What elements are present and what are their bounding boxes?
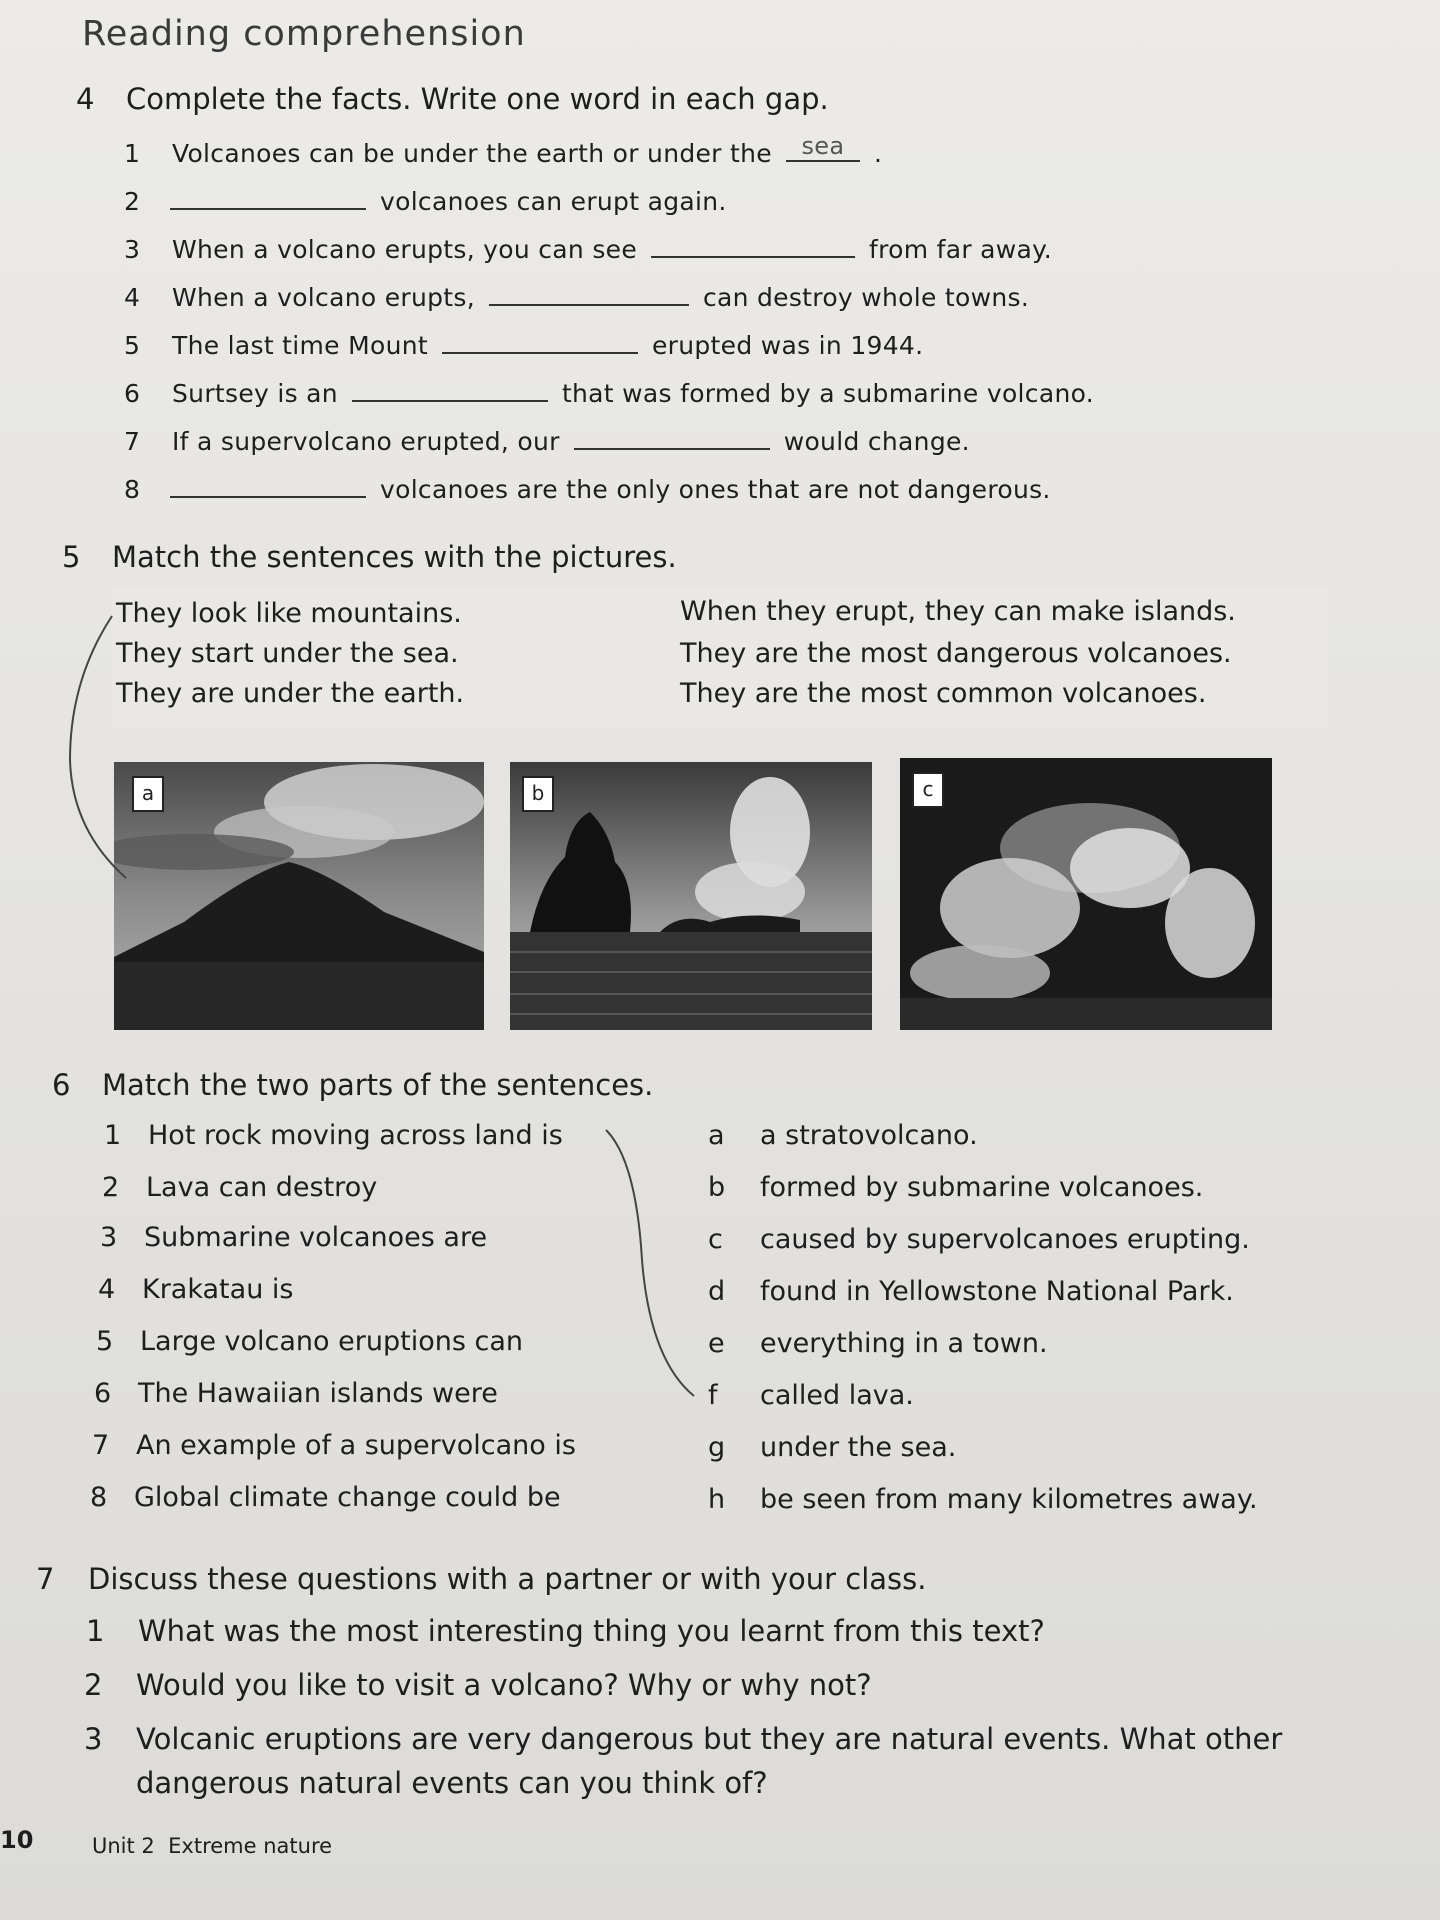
sentence-end [708,1380,914,1411]
sentence-end [708,1224,1250,1255]
exercise-number: 5 [62,540,81,574]
sentence-start [98,1274,293,1305]
sentence-end [708,1172,1203,1203]
exercise-number: 7 [36,1562,55,1596]
item-number: 1 [86,1614,105,1648]
item-text: everything in a town. [760,1328,1048,1359]
picture-label: b [522,776,554,812]
exercise-instruction: Discuss these questions with a partner or with your class. [88,1562,927,1596]
item-text-after: would change. [783,427,970,456]
item-text: Global climate change could be [134,1482,561,1513]
item-number: 8 [124,475,141,504]
sentence-start [102,1172,377,1203]
item-text-after: from far away. [869,235,1052,264]
sentence-end [708,1328,1048,1359]
item-number: 1 [124,139,141,168]
item-text: Volcanic eruptions are very dangerous but they are natural events. What other [136,1722,1283,1756]
picture-sentence: When they erupt, they can make islands. [680,596,1236,627]
exercise-number: 4 [76,82,95,116]
item-number: 1 [104,1120,122,1151]
ex5-curve-line [70,616,126,878]
item-text-before: If a supervolcano erupted, our [172,427,560,456]
item-number: 3 [100,1222,118,1253]
item-number: 8 [90,1482,108,1513]
discussion-question [84,1668,872,1702]
unit-number: Unit 2 [92,1834,155,1858]
sentence-end [708,1276,1234,1307]
item-text: Large volcano eruptions can [140,1326,523,1357]
item-number: 6 [94,1378,112,1409]
item-text: be seen from many kilometres away. [760,1484,1258,1515]
exercise-instruction: Complete the facts. Write one word in each gap. [126,82,829,116]
item-text: caused by supervolcanoes erupting. [760,1224,1250,1255]
item-text-after: volcanoes are the only ones that are not dangerous. [380,475,1051,504]
picture-sentence: They are under the earth. [116,678,465,709]
item-text-before: Volcanoes can be under the earth or under the [172,139,772,168]
item-text-after: can destroy whole towns. [702,283,1030,312]
item-text: Lava can destroy [146,1172,378,1203]
item-letter: c [708,1224,723,1255]
item-number: 3 [84,1722,103,1756]
item-text: Krakatau is [142,1274,294,1305]
exercise-6-heading [52,1068,653,1102]
item-text: An example of a supervolcano is [136,1430,576,1461]
exercise-instruction: Match the sentences with the pictures. [112,540,677,574]
picture-sentence: They are the most dangerous volcanoes. [680,638,1232,669]
item-text: Would you like to visit a volcano? Why or why not? [136,1668,872,1702]
discussion-question [84,1722,1282,1756]
picture-sentence: They look like mountains. [116,598,462,629]
item-number: 2 [102,1172,120,1203]
item-letter: g [708,1432,726,1463]
sentence-start [96,1326,523,1357]
exercise-number: 6 [52,1068,71,1102]
picture-label: a [132,776,164,812]
item-text-before: When a volcano erupts, you can see [172,235,638,264]
sentence-end [708,1484,1258,1515]
item-number: 4 [124,283,141,312]
item-text-after: . [873,139,883,168]
sentence-start [92,1430,576,1461]
page-number: 10 [0,1826,34,1854]
item-letter: b [708,1172,726,1203]
item-number: 2 [84,1668,103,1702]
item-text: Submarine volcanoes are [144,1222,488,1253]
sentence-end [708,1432,956,1463]
unit-footer [92,1834,332,1858]
item-text: called lava. [760,1380,914,1411]
item-text: What was the most interesting thing you learnt from this text? [138,1614,1045,1648]
item-text-before: The last time Mount [172,331,428,360]
item-text-after: erupted was in 1944. [651,331,924,360]
discussion-question-continued: dangerous natural events can you think of? [136,1766,768,1800]
exercise-instruction: Match the two parts of the sentences. [102,1068,654,1102]
ex6-curve-line [606,1130,694,1396]
item-letter: d [708,1276,726,1307]
item-letter: f [708,1380,718,1411]
item-number: 3 [124,235,141,264]
item-number: 5 [124,331,141,360]
sentence-start [90,1482,561,1513]
sentence-start [100,1222,487,1253]
item-text-after: that was formed by a submarine volcano. [561,379,1095,408]
exercise-7-heading [36,1562,926,1596]
gap-answer: sea [801,132,845,160]
picture-sentence: They start under the sea. [116,638,459,669]
sentence-start [104,1120,563,1151]
discussion-question [86,1614,1045,1648]
item-number: 5 [96,1326,114,1357]
item-text-before: Surtsey is an [172,379,338,408]
section-title: Reading comprehension [82,14,526,54]
sentence-start [94,1378,498,1409]
picture-sentence: They are the most common volcanoes. [680,678,1207,709]
item-letter: h [708,1484,726,1515]
item-number: 6 [124,379,141,408]
item-letter: e [708,1328,725,1359]
item-number: 2 [124,187,141,216]
item-text: found in Yellowstone National Park. [760,1276,1234,1307]
item-text: Hot rock moving across land is [148,1120,563,1151]
item-text-after: volcanoes can erupt again. [380,187,727,216]
item-number: 7 [124,427,141,456]
item-number: 4 [98,1274,116,1305]
item-text-before: When a volcano erupts, [172,283,475,312]
item-text: The Hawaiian islands were [138,1378,498,1409]
item-text: formed by submarine volcanoes. [760,1172,1204,1203]
sentence-end [708,1120,978,1151]
item-number: 7 [92,1430,110,1461]
picture-label: c [912,772,944,808]
item-text: under the sea. [760,1432,957,1463]
item-text: a stratovolcano. [760,1120,978,1151]
item-letter: a [708,1120,725,1151]
unit-title: Extreme nature [168,1834,333,1858]
